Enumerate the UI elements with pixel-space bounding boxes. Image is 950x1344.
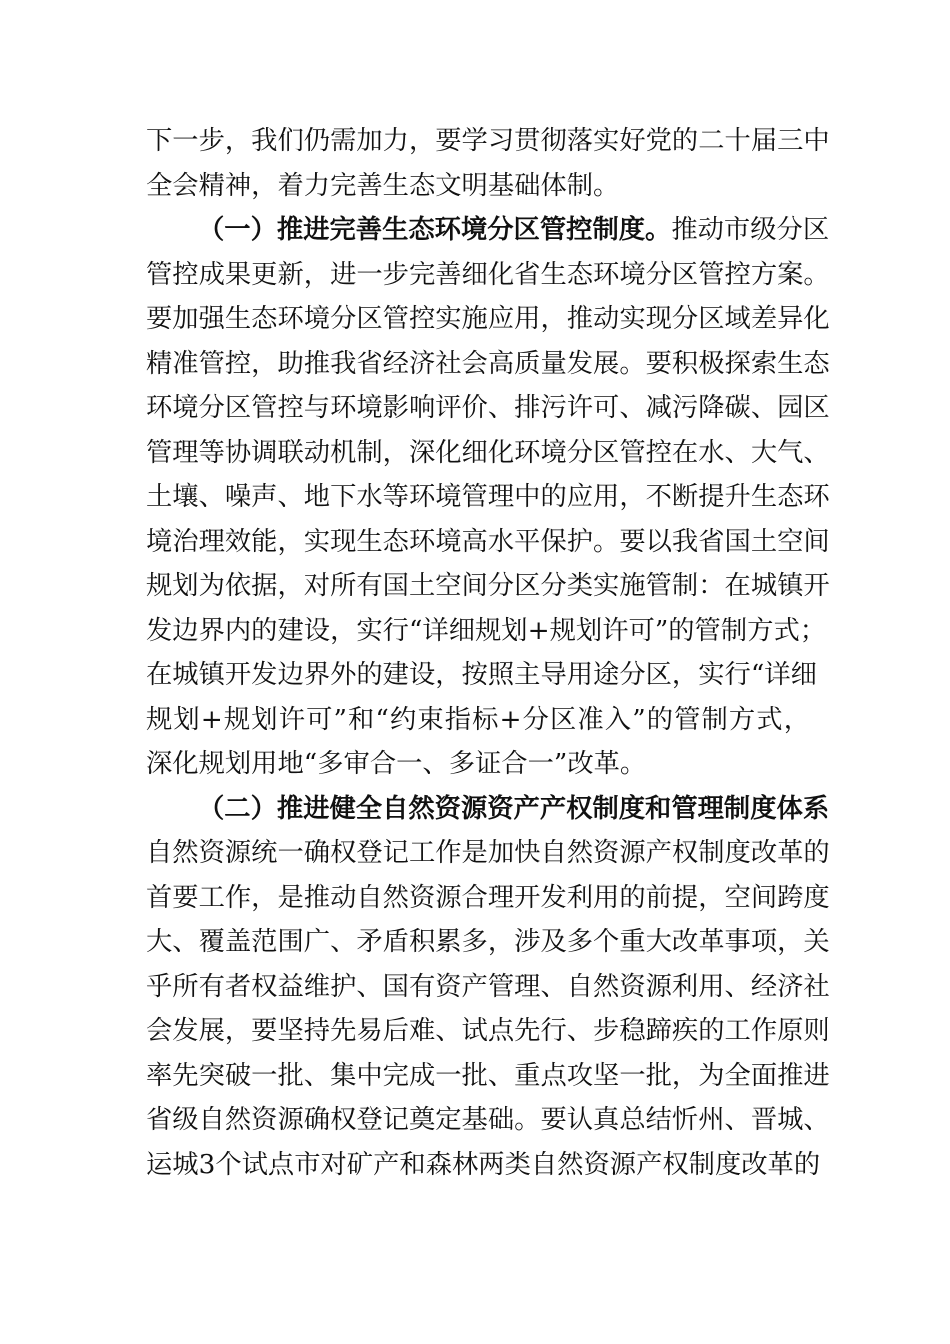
- section-1-line: 在城镇开发边界外的建设，按照主导用途分区，实行“详细: [146, 660, 817, 690]
- section-2-line: 率先突破一批、集中完成一批、重点攻坚一批，为全面推进: [146, 1060, 830, 1091]
- section-2-line: 乎所有者权益维护、国有资产管理、自然资源利用、经济社: [146, 971, 830, 1002]
- section-1-heading: （一）推进完善生态环境分区管控制度。: [198, 214, 672, 245]
- section-1-line: 环境分区管控与环境影响评价、排污许可、减污降碳、园区: [146, 393, 830, 423]
- section-2-line: 运城3个试点市对矿产和森林两类自然资源产权制度改革的: [146, 1149, 821, 1180]
- paragraph-intro-line-1: 下一步，我们仍需加力，要学习贯彻落实好党的二十届三中: [146, 126, 830, 156]
- section-1-line: 精准管控，助推我省经济社会高质量发展。要积极探索生态: [146, 348, 830, 379]
- section-1-line: 管理等协调联动机制，深化细化环境分区管控在水、大气、: [146, 437, 830, 468]
- paragraph-intro-line-2: 全会精神，着力完善生态文明基础体制。: [146, 170, 620, 201]
- section-1-line: 土壤、噪声、地下水等环境管理中的应用，不断提升生态环: [146, 482, 830, 512]
- section-1-line: 境治理效能，实现生态环境高水平保护。要以我省国土空间: [146, 526, 830, 557]
- section-1-line: 要加强生态环境分区管控实施应用，推动实现分区域差异化: [146, 304, 830, 334]
- section-1-first-line-text: 推动市级分区: [671, 215, 830, 245]
- section-1-first-line: [146, 208, 830, 253]
- section-2-line: 大、覆盖范围广、矛盾积累多，涉及多个重大改革事项，关: [146, 927, 830, 957]
- section-1-line: 深化规划用地“多审合一、多证合一”改革。: [146, 749, 647, 779]
- document-body: [146, 119, 830, 1187]
- section-1-line: 规划为依据，对所有国土空间分区分类实施管制：在城镇开: [146, 571, 830, 601]
- section-2-heading: （二）推进健全自然资源资产产权制度和管理制度体系: [198, 792, 830, 824]
- section-1-line: 管控成果更新，进一步完善细化省生态环境分区管控方案。: [146, 259, 830, 290]
- section-1-line: 规划+规划许可”和“约束指标+分区准入”的管制方式，: [146, 704, 810, 735]
- section-2-line: 首要工作，是推动自然资源合理开发利用的前提，空间跨度: [146, 882, 830, 913]
- section-2-line: 自然资源统一确权登记工作是加快自然资源产权制度改革的: [146, 838, 830, 868]
- section-1-line: 发边界内的建设，实行“详细规划+规划许可”的管制方式；: [146, 615, 827, 646]
- section-2-line: 会发展，要坚持先易后难、试点先行、步稳蹄疾的工作原则: [146, 1016, 830, 1046]
- section-2-line: 省级自然资源确权登记奠定基础。要认真总结忻州、晋城、: [146, 1105, 830, 1135]
